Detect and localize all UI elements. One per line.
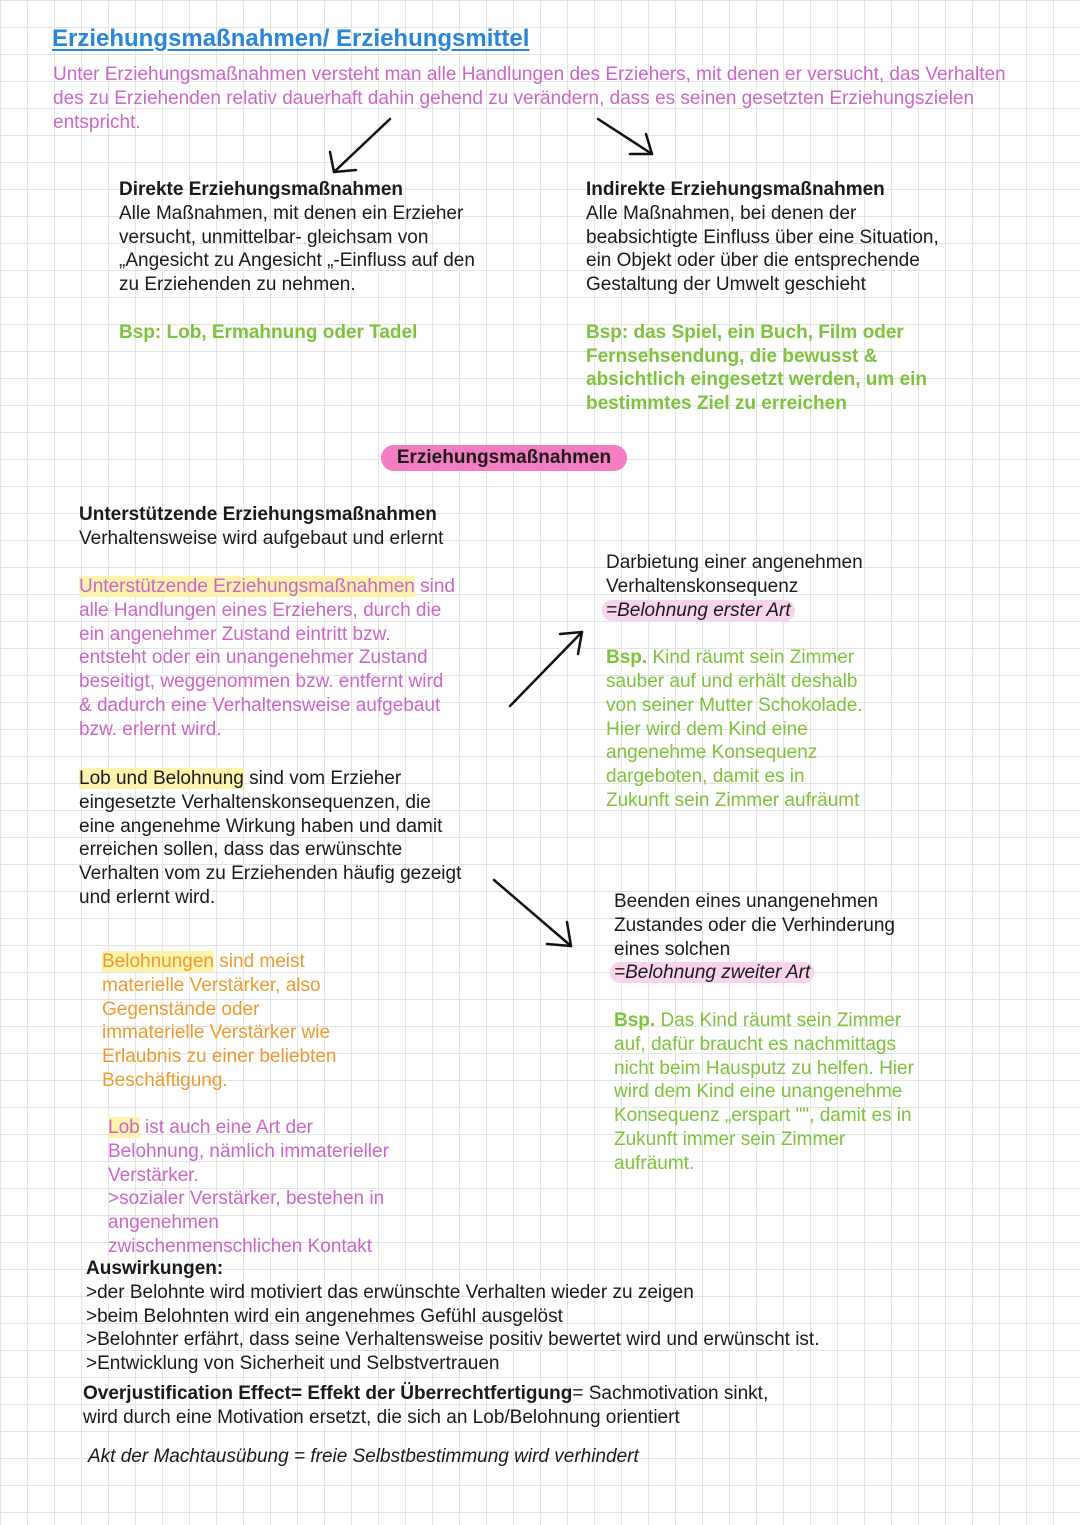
effects-line: >Belohnter erfährt, dass seine Verhaltensweise positiv bewertet wird und erwünscht ist. xyxy=(86,1329,820,1351)
definition-line: entsteht oder ein unangenehmer Zustand xyxy=(79,647,428,669)
arrow-up-right-icon xyxy=(506,626,588,710)
highlight-text: Unterstützende Erziehungsmaßnahmen xyxy=(79,576,415,597)
paragraph-line: eine angenehme Wirkung haben und damit xyxy=(79,815,443,837)
center-label-pill: Erziehungsmaßnahmen xyxy=(381,445,627,471)
indirect-line: ein Objekt oder über die entsprechende xyxy=(586,250,920,272)
power-note: Akt der Machtausübung = freie Selbstbestimmung wird verhindert xyxy=(88,1446,639,1467)
lob-belohnung-paragraph xyxy=(79,767,499,910)
definition-line: alle Handlungen eines Erziehers, durch die xyxy=(79,599,442,621)
example-line: Hier wird dem Kind eine xyxy=(606,718,808,740)
supportive-heading-block xyxy=(79,503,539,551)
highlight-text: Belohnungen xyxy=(102,951,214,972)
effects-line: >Entwicklung von Sicherheit und Selbstvertrauen xyxy=(86,1353,500,1375)
note-line: zwischenmenschlichen Kontakt xyxy=(108,1235,373,1257)
reward-label: =Belohnung erster Art xyxy=(602,600,795,621)
arrow-down-right-icon xyxy=(489,876,579,952)
indirect-example-line: Bsp: das Spiel, ein Buch, Film oder xyxy=(586,321,904,343)
indirect-example-line: bestimmtes Ziel zu erreichen xyxy=(586,393,847,415)
intro-line: entspricht. xyxy=(53,111,141,133)
note-text: ist auch eine Art der xyxy=(139,1117,313,1138)
example-line: von seiner Mutter Schokolade. xyxy=(606,694,863,716)
paragraph-line: Verhalten vom zu Erziehenden häufig gezeigt xyxy=(79,863,462,885)
reward-first-kind xyxy=(606,551,1006,813)
lob-note xyxy=(108,1116,428,1259)
example-text: Das Kind räumt sein Zimmer xyxy=(655,1009,902,1031)
reward-line: eines solchen xyxy=(614,938,731,960)
supportive-definition xyxy=(79,575,499,742)
overjustification-text: = Sachmotivation sinkt, xyxy=(572,1383,769,1404)
arrow-down-left-icon xyxy=(326,114,396,182)
paragraph-line: und erlernt wird. xyxy=(79,886,216,908)
reward-line: Beenden eines unangenehmen xyxy=(614,891,879,912)
note-line: Beschäftigung. xyxy=(102,1069,228,1091)
note-line: immaterielle Verstärker wie xyxy=(102,1022,331,1044)
direct-measures-section xyxy=(119,178,539,345)
indirect-line: beabsichtigte Einfluss über eine Situation, xyxy=(586,226,939,248)
supportive-subheading: Verhaltensweise wird aufgebaut und erlernt xyxy=(79,527,444,549)
definition-line: bzw. erlernt wird. xyxy=(79,718,222,740)
example-line: angenehme Konsequenz xyxy=(606,742,818,764)
example-text: Kind räumt sein Zimmer xyxy=(647,647,855,669)
example-line: Konsequenz „erspart "", damit es in xyxy=(614,1105,912,1127)
effects-line: >beim Belohnten wird ein angenehmes Gefühl ausgelöst xyxy=(86,1305,563,1327)
highlight-text: Lob xyxy=(108,1117,140,1138)
definition-line: & dadurch eine Verhaltensweise aufgebaut xyxy=(79,694,441,716)
note-line: Gegenstände oder xyxy=(102,998,260,1020)
paragraph-line: eingesetzte Verhaltenskonsequenzen, die xyxy=(79,791,431,813)
belohnungen-note xyxy=(102,950,402,1093)
note-line: Erlaubnis zu einer beliebten xyxy=(102,1046,337,1068)
indirect-example-line: absichtlich eingesetzt werden, um ein xyxy=(586,369,928,391)
example-prefix: Bsp. xyxy=(606,647,648,669)
example-line: nicht beim Hausputz zu helfen. Hier xyxy=(614,1057,914,1079)
example-prefix: Bsp. xyxy=(614,1009,656,1031)
definition-text: sind xyxy=(414,576,455,597)
note-line: >sozialer Verstärker, bestehen in xyxy=(108,1188,385,1210)
reward-example xyxy=(614,1009,1034,1176)
note-text: sind meist xyxy=(214,951,305,972)
direct-line: Alle Maßnahmen, mit denen ein Erzieher xyxy=(119,202,464,224)
reward-label: =Belohnung zweiter Art xyxy=(610,962,814,983)
example-line: Zukunft sein Zimmer aufräumt xyxy=(606,789,860,811)
effects-line: >der Belohnte wird motiviert das erwünschte Verhalten wieder zu zeigen xyxy=(86,1281,694,1303)
page-title: Erziehungsmaßnahmen/ Erziehungsmittel xyxy=(52,25,530,52)
example-line: sauber auf und erhält deshalb xyxy=(606,670,858,692)
direct-line: „Angesicht zu Angesicht „-Einfluss auf den xyxy=(119,250,475,272)
indirect-measures-section xyxy=(586,178,986,416)
arrow-down-right-icon xyxy=(594,114,658,164)
indirect-line: Alle Maßnahmen, bei denen der xyxy=(586,202,857,224)
direct-heading: Direkte Erziehungsmaßnahmen xyxy=(119,179,404,200)
intro-line: Unter Erziehungsmaßnahmen versteht man alle Handlungen des Erziehers, mit denen er versucht, das Verhalten xyxy=(53,64,1006,85)
note-line: Belohnung, nämlich immaterieller xyxy=(108,1140,389,1162)
reward-second-kind xyxy=(614,890,1034,1176)
supportive-heading: Unterstützende Erziehungsmaßnahmen xyxy=(79,504,437,525)
direct-line: versucht, unmittelbar- gleichsam von xyxy=(119,226,429,248)
overjustification-note xyxy=(83,1382,1043,1430)
indirect-line: Gestaltung der Umwelt geschieht xyxy=(586,274,866,296)
overjustification-line: wird durch eine Motivation ersetzt, die sich an Lob/Belohnung orientiert xyxy=(83,1406,680,1428)
highlight-text: Lob und Belohnung xyxy=(79,768,244,789)
paragraph-text: sind vom Erzieher xyxy=(243,768,402,789)
reward-line: Darbietung einer angenehmen xyxy=(606,552,863,573)
reward-example xyxy=(606,646,1006,813)
intro-definition xyxy=(53,63,1063,134)
paragraph-line: erreichen sollen, dass das erwünschte xyxy=(79,839,403,861)
definition-line: ein angenehmer Zustand eintritt bzw. xyxy=(79,623,391,645)
definition-line: beseitigt, weggenommen bzw. entfernt wird xyxy=(79,671,444,693)
direct-example: Bsp: Lob, Ermahnung oder Tadel xyxy=(119,321,418,343)
overjustification-term: Overjustification Effect= Effekt der Überrechtfertigung xyxy=(83,1383,573,1404)
effects-heading: Auswirkungen: xyxy=(86,1258,224,1279)
example-line: wird dem Kind eine unangenehme xyxy=(614,1081,903,1103)
reward-line: Zustandes oder die Verhinderung xyxy=(614,914,895,936)
note-line: angenehmen xyxy=(108,1212,219,1234)
note-line: Verstärker. xyxy=(108,1164,199,1186)
example-line: dargeboten, damit es in xyxy=(606,766,805,788)
note-line: materielle Verstärker, also xyxy=(102,974,321,996)
indirect-example-line: Fernsehsendung, die bewusst & xyxy=(586,345,878,367)
direct-line: zu Erziehenden zu nehmen. xyxy=(119,274,356,296)
indirect-heading: Indirekte Erziehungsmaßnahmen xyxy=(586,179,885,200)
effects-section xyxy=(86,1257,1046,1376)
example-line: auf, dafür braucht es nachmittags xyxy=(614,1033,896,1055)
example-line: Zukunft immer sein Zimmer xyxy=(614,1128,846,1150)
intro-line: des zu Erziehenden relativ dauerhaft dahin gehend zu verändern, dass es seinen gesetzten Erziehungszielen xyxy=(53,87,975,109)
example-line: aufräumt. xyxy=(614,1152,695,1174)
reward-line: Verhaltenskonsequenz xyxy=(606,575,799,597)
